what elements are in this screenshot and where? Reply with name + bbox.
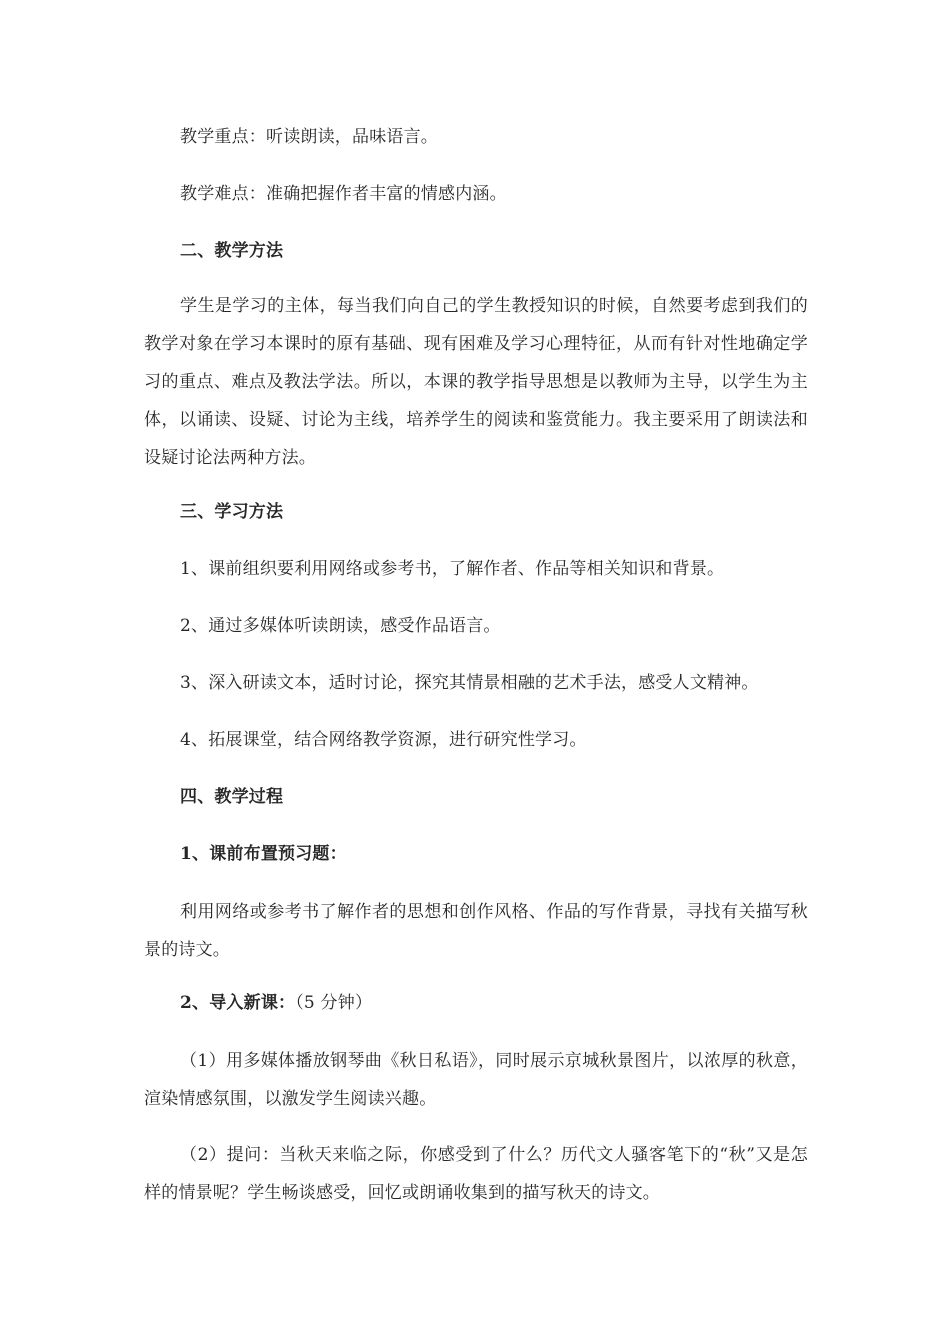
section-heading-teaching-process: 四、教学过程	[180, 787, 284, 807]
teaching-difficulty-line: 教学难点：准确把握作者丰富的情感内涵。	[180, 184, 507, 204]
study-method-item-2: 2、通过多媒体听读朗读，感受作品语言。	[180, 616, 501, 636]
study-method-item-4: 4、拓展课堂，结合网络教学资源，进行研究性学习。	[180, 730, 587, 750]
process-step-2-item-2: （2）提问：当秋天来临之际，你感受到了什么？历代文人骚客笔下的“秋”又是怎样的情景呢？学生畅谈感受，回忆或朗诵收集到的描写秋天的诗文。	[144, 1145, 808, 1203]
section-heading-teaching-methods: 二、教学方法	[180, 241, 284, 261]
teaching-methods-body: 学生是学习的主体，每当我们向自己的学生教授知识的时候，自然要考虑到我们的教学对象在学习本课时的原有基础、现有困难及学习心理特征，从而有针对性地确定学习的重点、难点及教法学法。所以，本课的教学指导思想是以教师为主导，以学生为主体，以诵读、设疑、讨论为主线，培养学生的阅读和鉴赏能力。我主要采用了朗读法和设疑讨论法两种方法。	[144, 296, 808, 468]
study-method-item-3: 3、深入研读文本，适时讨论，探究其情景相融的艺术手法，感受人文精神。	[180, 673, 759, 693]
process-step-2-title	[144, 984, 808, 1022]
teaching-focus-line: 教学重点：听读朗读，品味语言。	[180, 127, 438, 147]
process-step-2-label: 2、导入新课：	[180, 993, 296, 1013]
process-step-2-duration: （5 分钟）	[295, 993, 373, 1013]
section-heading-study-methods: 三、学习方法	[180, 502, 284, 522]
study-method-item-1: 1、课前组织要利用网络或参考书，了解作者、作品等相关知识和背景。	[180, 559, 725, 579]
process-step-1-body: 利用网络或参考书了解作者的思想和创作风格、作品的写作背景，寻找有关描写秋景的诗文。	[144, 902, 808, 960]
process-step-2-item-1: （1）用多媒体播放钢琴曲《秋日私语》，同时展示京城秋景图片，以浓厚的秋意，渲染情感氛围，以激发学生阅读兴趣。	[144, 1051, 808, 1109]
process-step-1-title: 1、课前布置预习题：	[180, 844, 347, 864]
